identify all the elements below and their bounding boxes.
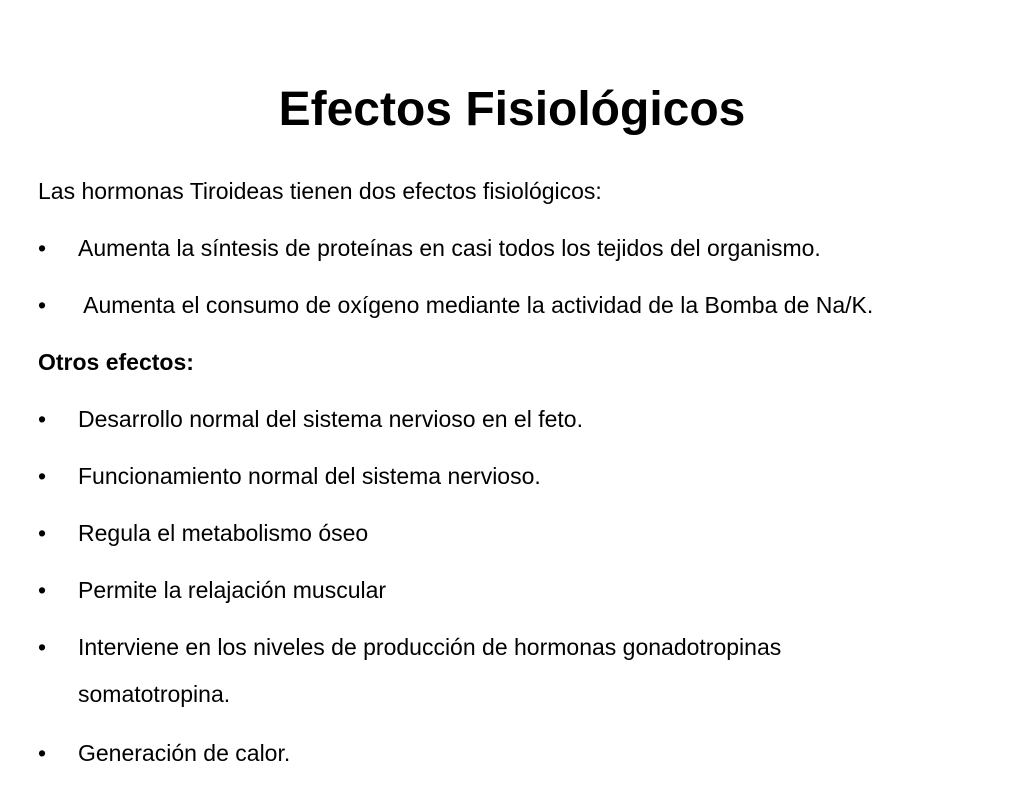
bullet-item (38, 738, 998, 768)
bullet-item (38, 404, 998, 434)
bullet-icon: • (38, 235, 47, 261)
bullet-text: Funcionamiento normal del sistema nervioso. (78, 463, 541, 489)
bullet-icon: • (38, 577, 47, 603)
bullet-item (38, 575, 998, 605)
intro-text: Las hormonas Tiroideas tienen dos efectos fisiológicos: (38, 178, 602, 204)
bullet-item (38, 461, 998, 491)
bullet-icon: • (38, 634, 47, 660)
bullet-icon: • (38, 520, 47, 546)
bullet-text: Generación de calor. (78, 740, 291, 766)
bullet-icon: • (38, 740, 47, 766)
bullet-item (38, 624, 998, 718)
bullet-text: Regula el metabolismo óseo (78, 520, 369, 546)
bullet-icon: • (38, 406, 47, 432)
bullet-item (38, 518, 998, 548)
slide-body (38, 176, 998, 795)
bullet-text: Desarrollo normal del sistema nervioso en el feto. (78, 406, 583, 432)
bullet-icon: • (38, 292, 47, 318)
bullet-text: Aumenta el consumo de oxígeno mediante la actividad de la Bomba de Na/K. (78, 292, 874, 318)
other-effects-heading: Otros efectos: (38, 349, 194, 375)
bullet-icon: • (38, 463, 47, 489)
bullet-text: Permite la relajación muscular (78, 577, 387, 603)
bullet-item (38, 290, 998, 320)
bullet-item (38, 233, 998, 263)
bullet-text: Interviene en los niveles de producción de hormonas gonadotropinas somatotropina. (78, 634, 782, 707)
slide-title: Efectos Fisiológicos (278, 83, 746, 136)
bullet-text: Aumenta la síntesis de proteínas en casi todos los tejidos del organismo. (78, 235, 821, 261)
